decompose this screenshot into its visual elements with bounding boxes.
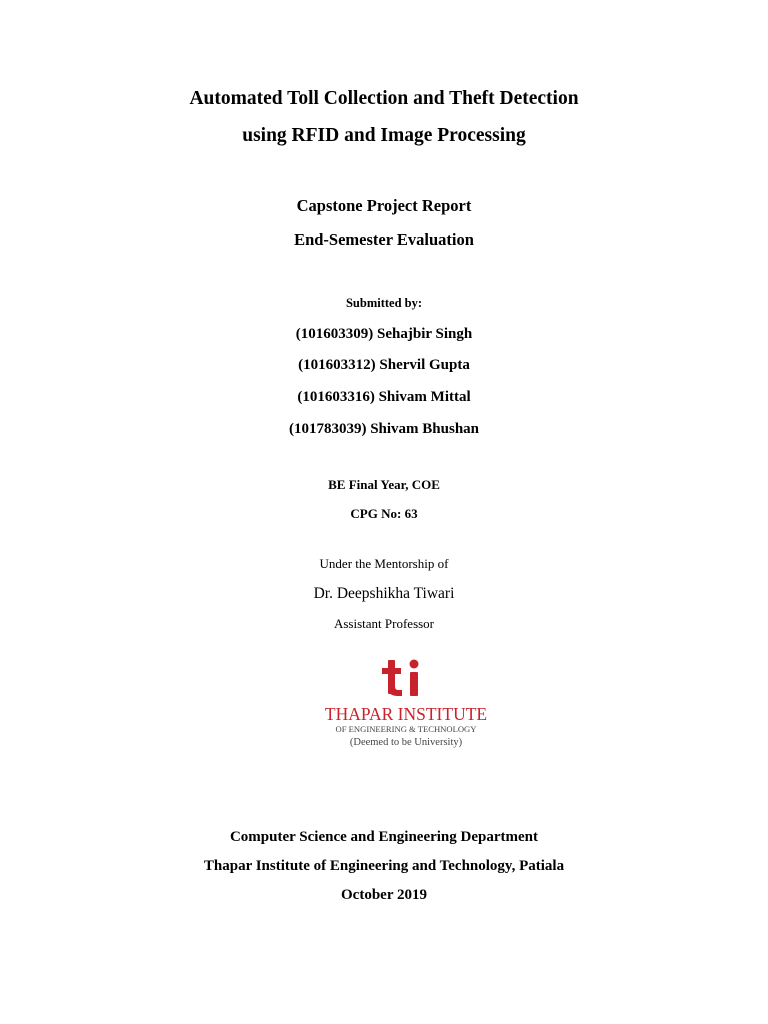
thapar-logo — [318, 652, 494, 756]
logo-name: THAPAR INSTITUTE — [324, 704, 488, 724]
title-line-1: Automated Toll Collection and Theft Detection — [189, 88, 579, 109]
mentor-designation: Assistant Professor — [333, 616, 435, 631]
member-item: (101783039) Shivam Bhushan — [288, 421, 480, 437]
logo-tagline: (Deemed to be University) — [349, 737, 463, 748]
logo-sub: OF ENGINEERING & TECHNOLOGY — [335, 724, 477, 734]
mentorship-intro: Under the Mentorship of — [319, 556, 449, 571]
report-type: Capstone Project Report — [296, 196, 472, 215]
report-date: October 2019 — [341, 887, 427, 903]
member-item: (101603312) Shervil Gupta — [298, 357, 470, 373]
department: Computer Science and Engineering Department — [229, 829, 539, 845]
submitted-by-label: Submitted by: — [345, 296, 423, 310]
ti-mark-icon — [382, 660, 419, 697]
institute: Thapar Institute of Engineering and Technology, Patiala — [203, 858, 565, 874]
cpg-number: CPG No: 63 — [350, 506, 418, 521]
member-item: (101603316) Shivam Mittal — [297, 389, 471, 405]
mentor-name: Dr. Deepshikha Tiwari — [313, 585, 455, 602]
title-line-2: using RFID and Image Processing — [242, 125, 526, 146]
program: BE Final Year, COE — [328, 477, 440, 492]
member-item: (101603309) Sehajbir Singh — [295, 326, 473, 342]
evaluation-type: End-Semester Evaluation — [294, 230, 474, 249]
